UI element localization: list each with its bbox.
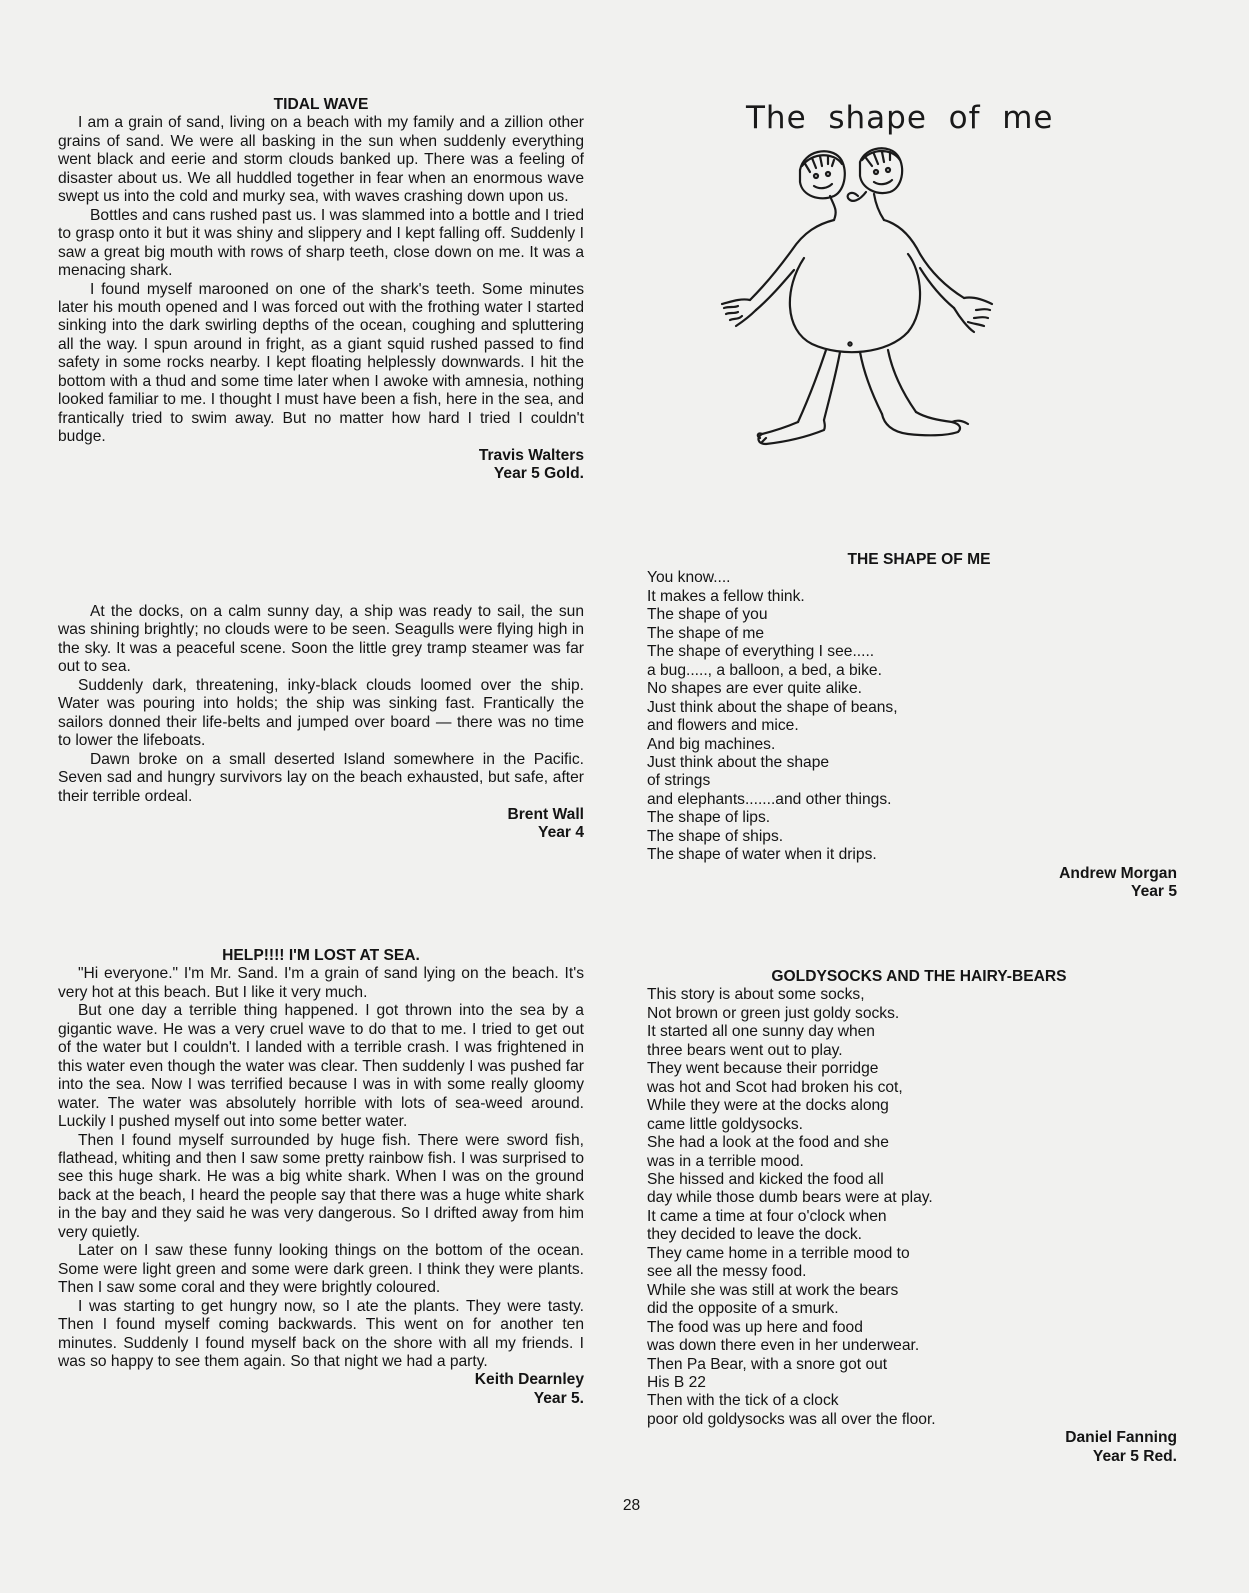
poem-lines (647, 569, 1177, 864)
poem-line: The shape of everything I see..... (647, 643, 875, 661)
two-headed-figure-drawing (712, 138, 1002, 468)
story-paragraph: I was starting to get hungry now, so I ate the plants. They were tasty. Then I found myself coming backwards. This went on for another ten minutes. Suddenly I found myself back on the shore with all my friends. I was so happy to see them again. So that night we had a party. (58, 1297, 584, 1370)
story-paragraph: Dawn broke on a small deserted Island somewhere in the Pacific. Seven sad and hungry survivors lay on the beach exhausted, but safe, after their terrible ordeal. (58, 750, 584, 805)
author-class: Year 5. (533, 1389, 584, 1407)
poem-goldysocks (647, 968, 1177, 1466)
poem-line: They came home in a terrible mood to (647, 1244, 910, 1262)
author-name: Daniel Fanning (1065, 1429, 1177, 1447)
author-class: Year 5 Red. (1092, 1447, 1177, 1465)
poem-line: Then with the tick of a clock (647, 1392, 839, 1410)
poem-line: You know.... (647, 569, 731, 587)
author-name: Andrew Morgan (1059, 864, 1177, 882)
poem-line: was down there even in her underwear. (647, 1337, 920, 1355)
poem-line: While they were at the docks along (647, 1097, 889, 1115)
poem-line: was in a terrible mood. (647, 1152, 804, 1170)
author-name: Travis Walters (478, 446, 584, 464)
story-tidal-wave (58, 96, 584, 484)
poem-line: they decided to leave the dock. (647, 1226, 862, 1244)
poem-title: THE SHAPE OF ME (847, 551, 991, 568)
poem-line: It came a time at four o'clock when (647, 1207, 887, 1225)
poem-line: see all the messy food. (647, 1263, 807, 1281)
story-paragraph: Suddenly dark, threatening, inky-black clouds loomed over the ship. Water was pouring into holds; the ship was sinking fast. Frantically the sailors donned their life-belts and jumped over board — there was no time to lower the lifeboats. (58, 676, 584, 750)
poem-line: Just think about the shape of beans, (647, 698, 898, 716)
story-paragraph: I found myself marooned on one of the shark's teeth. Some minutes later his mouth opened and I was forced out with the frothing water I started sinking into the dark swirling depths of the ocean, coughing and spluttering all the way. I spun around in fright, as a giant squid rushed passed to find safety in some rocks nearby. I kept floating helplessly downwards. I hit the bottom with a thud and some time later when I awoke with amnesia, nothing looked familiar to me. I thought I must have been a fish, here in the sea, and frantically tried to swim away. But no matter how hard I tried I couldn't budge. (58, 280, 584, 446)
story-paragraph: Then I found myself surrounded by huge fish. There were sword fish, flathead, whiting and then I saw some pretty rainbow fish. I was surprised to see this huge shark. He was a big white shark. When I was on the ground back at the beach, I heard the people say that there was a huge white shark in the bay and they said he was very dangerous. So I drifted away from him very quietly. (58, 1131, 584, 1241)
poem-lines (647, 986, 1177, 1429)
poem-line: The food was up here and food (647, 1318, 863, 1336)
poem-line: The shape of lips. (647, 809, 771, 827)
poem-line: was hot and Scot had broken his cot, (647, 1078, 903, 1096)
story-paragraph: At the docks, on a calm sunny day, a ship was ready to sail, the sun was shining brightly; no clouds were to be seen. Seagulls were flying high in the sky. It was a peaceful scene. Soon the little grey tramp steamer was far out to sea. (58, 603, 584, 676)
story-paragraph: "Hi everyone." I'm Mr. Sand. I'm a grain of sand lying on the beach. It's very hot at this beach. But I like it very much. (58, 965, 584, 1001)
story-docks (58, 603, 584, 843)
poem-line: three bears went out to play. (647, 1041, 843, 1059)
poem-line: The shape of me (647, 624, 765, 642)
author-name: Keith Dearnley (474, 1371, 584, 1389)
poem-line: came little goldysocks. (647, 1115, 803, 1133)
drawing-caption: The shape of me (746, 100, 1054, 136)
poem-line: Then Pa Bear, with a snore got out (647, 1355, 888, 1373)
poem-line: It makes a fellow think. (647, 587, 805, 605)
poem-line: a bug....., a balloon, a bed, a bike. (647, 661, 882, 679)
story-title: HELP!!!! I'M LOST AT SEA. (222, 947, 420, 964)
poem-line: and elephants.......and other things. (647, 790, 892, 808)
poem-line: No shapes are ever quite alike. (647, 680, 862, 698)
author-class: Year 5 (1131, 883, 1177, 901)
poem-line: And big machines. (647, 735, 776, 753)
author-name: Brent Wall (507, 805, 584, 823)
story-paragraph: Bottles and cans rushed past us. I was slammed into a bottle and I tried to grasp onto it but it was shiny and slippery and I kept falling off. Suddenly I saw a great big mouth with rows of sharp teeth, close down on me. It was a menacing shark. (58, 206, 584, 280)
poem-line: of strings (647, 772, 711, 790)
poem-line: The shape of you (647, 606, 768, 624)
story-paragraph: But one day a terrible thing happened. I got thrown into the sea by a gigantic wave. He was a very cruel wave to do that to me. I tried to get out of the water but I couldn't. I landed with a terrible crash. I was frightened in this water even though the water was clear. Then suddenly I was pushed far into the sea. Now I was terrified because I was in with some really gloomy water. The water was absolutely horrible with lots of sea-weed around. Luckily I pushed myself out into some better water. (58, 1002, 584, 1131)
poem-line: and flowers and mice. (647, 717, 799, 735)
poem-line: The shape of ships. (647, 827, 784, 845)
story-paragraph: Later on I saw these funny looking things on the bottom of the ocean. Some were light green and some were dark green. I think they were plants. Then I saw some coral and they were brightly coloured. (58, 1242, 584, 1297)
poem-line: She hissed and kicked the food all (647, 1170, 884, 1188)
poem-line: This story is about some socks, (647, 986, 865, 1004)
poem-line: Not brown or green just goldy socks. (647, 1004, 900, 1022)
poem-title: GOLDYSOCKS AND THE HAIRY-BEARS (771, 968, 1067, 985)
author-class: Year 4 (538, 824, 584, 842)
page-number: 28 (622, 1497, 641, 1514)
poem-line: While she was still at work the bears (647, 1281, 899, 1299)
poem-line: Just think about the shape (647, 753, 830, 771)
poem-line: They went because their porridge (647, 1060, 879, 1078)
poem-line: It started all one sunny day when (647, 1023, 875, 1041)
poem-line: The shape of water when it drips. (647, 846, 877, 864)
story-title: TIDAL WAVE (273, 96, 369, 113)
poem-line: did the opposite of a smurk. (647, 1300, 839, 1318)
author-class: Year 5 Gold. (493, 465, 584, 483)
poem-line: poor old goldysocks was all over the floor. (647, 1410, 936, 1428)
story-paragraph: I am a grain of sand, living on a beach with my family and a zillion other grains of sand. We were all basking in the sun when suddenly everything went black and eerie and storm clouds banked up. There was a feeling of disaster about us. We all huddled together in fear when an enormous wave swept us into the cold and murky sea, with waves crashing down upon us. (58, 114, 584, 206)
poem-shape-of-me (647, 551, 1177, 902)
story-lost-at-sea (58, 947, 584, 1408)
page-number-wrap (0, 1497, 1249, 1515)
poem-line: His B 22 (647, 1373, 706, 1391)
poem-line: day while those dumb bears were at play. (647, 1189, 933, 1207)
poem-line: She had a look at the food and she (647, 1134, 889, 1152)
